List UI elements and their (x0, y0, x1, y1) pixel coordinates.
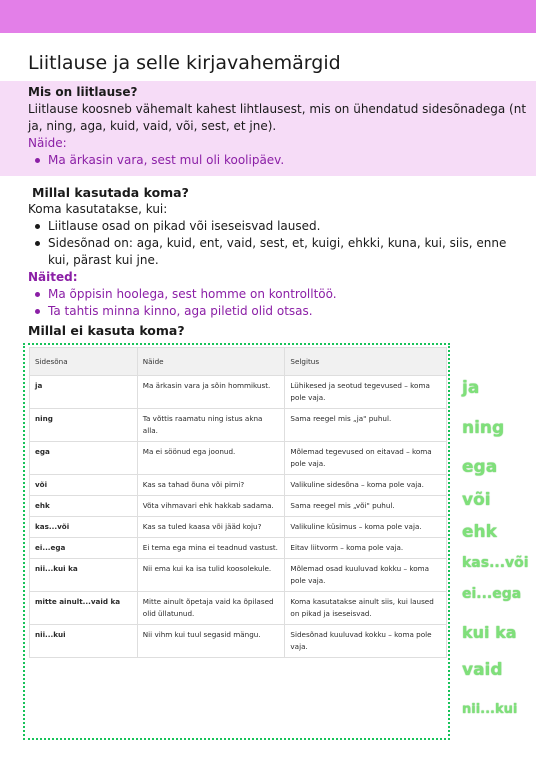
conjunction-cell: ega (30, 442, 138, 475)
explanation-cell: Sama reegel mis „või" puhul. (285, 496, 447, 517)
table-header-row (30, 348, 447, 376)
side-word: ei...ega (462, 586, 522, 602)
example-cell: Nii vihm kui tuul segasid mängu. (137, 625, 285, 658)
explanation-cell: Mõlemad tegevused on eitavad – koma pole vaja. (285, 442, 447, 475)
example-cell: Ma ei söönud ega joonud. (137, 442, 285, 475)
when-heading: Millal kasutada koma? (32, 185, 189, 200)
intro-example-list (28, 152, 528, 169)
example-cell: Ta võttis raamatu ning istus akna alla. (137, 409, 285, 442)
table-row (30, 409, 447, 442)
column-header: Sidesõna (30, 348, 138, 376)
table-row (30, 592, 447, 625)
intro-text: Liitlause koosneb vähemalt kahest lihtlausest, mis on ühendatud sidesõnadega (nt ja, ning, aga, kuid, vaid, või, sest, et jne). (28, 102, 527, 133)
intro-content (28, 84, 528, 169)
list-item: Liitlause osad on pikad või iseseisvad laused. (28, 218, 528, 235)
intro-heading: Mis on liitlause? (28, 85, 138, 99)
conjunction-cell: või (30, 475, 138, 496)
side-word: kas...või (462, 555, 529, 571)
conjunction-cell: kas...või (30, 517, 138, 538)
intro-section (0, 81, 536, 176)
when-list (28, 218, 528, 269)
table-body (30, 376, 447, 658)
list-item: Ta tahtis minna kinno, aga piletid olid otsas. (28, 303, 528, 320)
list-item: Sidesõnad on: aga, kuid, ent, vaid, sest, et, kuigi, ehkki, kuna, kui, siis, enne kui, pärast kui jne. (28, 235, 528, 269)
page-title: Liitlause ja selle kirjavahemärgid (28, 52, 341, 74)
conjunction-table (29, 347, 447, 658)
explanation-cell: Mõlemad osad kuuluvad kokku – koma pole vaja. (285, 559, 447, 592)
side-word: ega (462, 457, 498, 477)
side-word: ning (462, 418, 505, 438)
table-row (30, 517, 447, 538)
conjunction-cell: ning (30, 409, 138, 442)
example-cell: Mitte ainult õpetaja vaid ka õpilased olid üllatunud. (137, 592, 285, 625)
conjunction-cell: ehk (30, 496, 138, 517)
intro-example-label: Näide: (28, 136, 67, 150)
example-cell: Nii ema kui ka isa tulid koosolekule. (137, 559, 285, 592)
table-row (30, 559, 447, 592)
table-row (30, 625, 447, 658)
conjunction-cell: ei...ega (30, 538, 138, 559)
side-word: ehk (462, 522, 497, 542)
when-examples-list (28, 286, 528, 320)
intro-example: Ma ärkasin vara, sest mul oli koolipäev. (28, 152, 528, 169)
side-word: ja (462, 378, 480, 398)
table-row (30, 475, 447, 496)
when-section (28, 184, 528, 320)
when-text: Koma kasutatakse, kui: (28, 202, 168, 216)
explanation-cell: Sidesõnad kuuluvad kokku – koma pole vaja. (285, 625, 447, 658)
conjunction-cell: ja (30, 376, 138, 409)
table-row (30, 496, 447, 517)
conjunction-cell: mitte ainult...vaid ka (30, 592, 138, 625)
conjunction-cell: nii...kui ka (30, 559, 138, 592)
top-color-band (0, 0, 536, 33)
when-examples-label: Näited: (28, 270, 78, 284)
example-cell: Kas sa tahad õuna või pirni? (137, 475, 285, 496)
table-row (30, 376, 447, 409)
list-item: Ma õppisin hoolega, sest homme on kontrolltöö. (28, 286, 528, 303)
explanation-cell: Sama reegel mis „ja" puhul. (285, 409, 447, 442)
explanation-cell: Eitav liitvorm – koma pole vaja. (285, 538, 447, 559)
when-not-heading: Millal ei kasuta koma? (28, 323, 185, 338)
example-cell: Võta vihmavari ehk hakkab sadama. (137, 496, 285, 517)
column-header: Selgitus (285, 348, 447, 376)
explanation-cell: Valikuline sidesõna – koma pole vaja. (285, 475, 447, 496)
column-header: Näide (137, 348, 285, 376)
side-word: nii...kui (462, 702, 518, 717)
side-word: kui ka (462, 623, 517, 642)
explanation-cell: Valikuline küsimus – koma pole vaja. (285, 517, 447, 538)
side-word: või (462, 490, 491, 510)
explanation-cell: Koma kasutatakse ainult siis, kui laused on pikad ja iseseisvad. (285, 592, 447, 625)
side-word: vaid (462, 660, 503, 680)
example-cell: Ei tema ega mina ei teadnud vastust. (137, 538, 285, 559)
example-cell: Kas sa tuled kaasa või jääd koju? (137, 517, 285, 538)
table-row (30, 538, 447, 559)
conjunction-table-frame (23, 343, 450, 740)
conjunction-cell: nii...kui (30, 625, 138, 658)
explanation-cell: Lühikesed ja seotud tegevused – koma pole vaja. (285, 376, 447, 409)
example-cell: Ma ärkasin vara ja sõin hommikust. (137, 376, 285, 409)
table-row (30, 442, 447, 475)
